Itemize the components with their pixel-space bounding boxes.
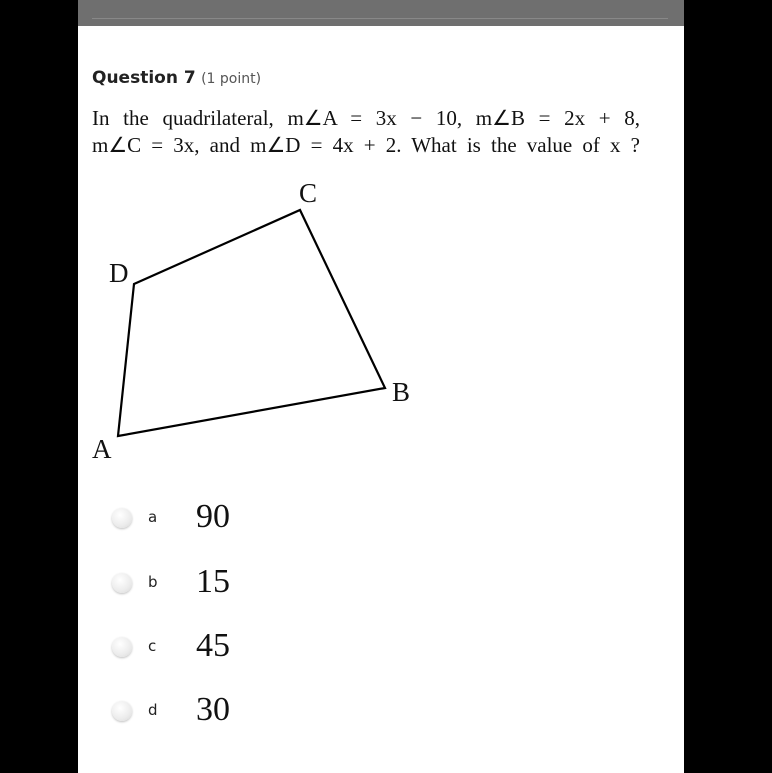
vertex-label-d: D [109,258,129,288]
option-letter-d: d [148,701,158,719]
top-bar [78,0,684,26]
question-number: Question 7 [92,68,196,88]
radio-d[interactable] [112,701,132,721]
vertex-label-a: A [92,434,112,464]
option-value-b: 15 [196,563,230,600]
question-points: (1 point) [201,71,262,87]
option-c[interactable] [112,627,412,667]
question-text-line-1: In the quadrilateral, m∠A = 3x − 10, m∠B = 2x + 8, [92,106,640,130]
option-value-a: 90 [196,498,230,535]
question-card [78,26,684,773]
option-d[interactable] [112,691,412,731]
option-b[interactable] [112,563,412,603]
vertex-label-c: C [299,178,318,208]
radio-a[interactable] [112,508,132,528]
option-value-c: 45 [196,627,230,664]
top-bar-divider [92,18,668,19]
option-value-d: 30 [196,691,230,728]
option-letter-b: b [148,573,158,591]
question-text-line-2: m∠C = 3x, and m∠D = 4x + 2. What is the value of x ? [92,133,640,157]
radio-b[interactable] [112,573,132,593]
option-a[interactable] [112,498,412,538]
option-letter-c: c [148,637,157,655]
option-letter-a: a [148,508,158,526]
radio-c[interactable] [112,637,132,657]
vertex-label-b: B [392,377,411,407]
quadrilateral-shape [118,210,385,436]
